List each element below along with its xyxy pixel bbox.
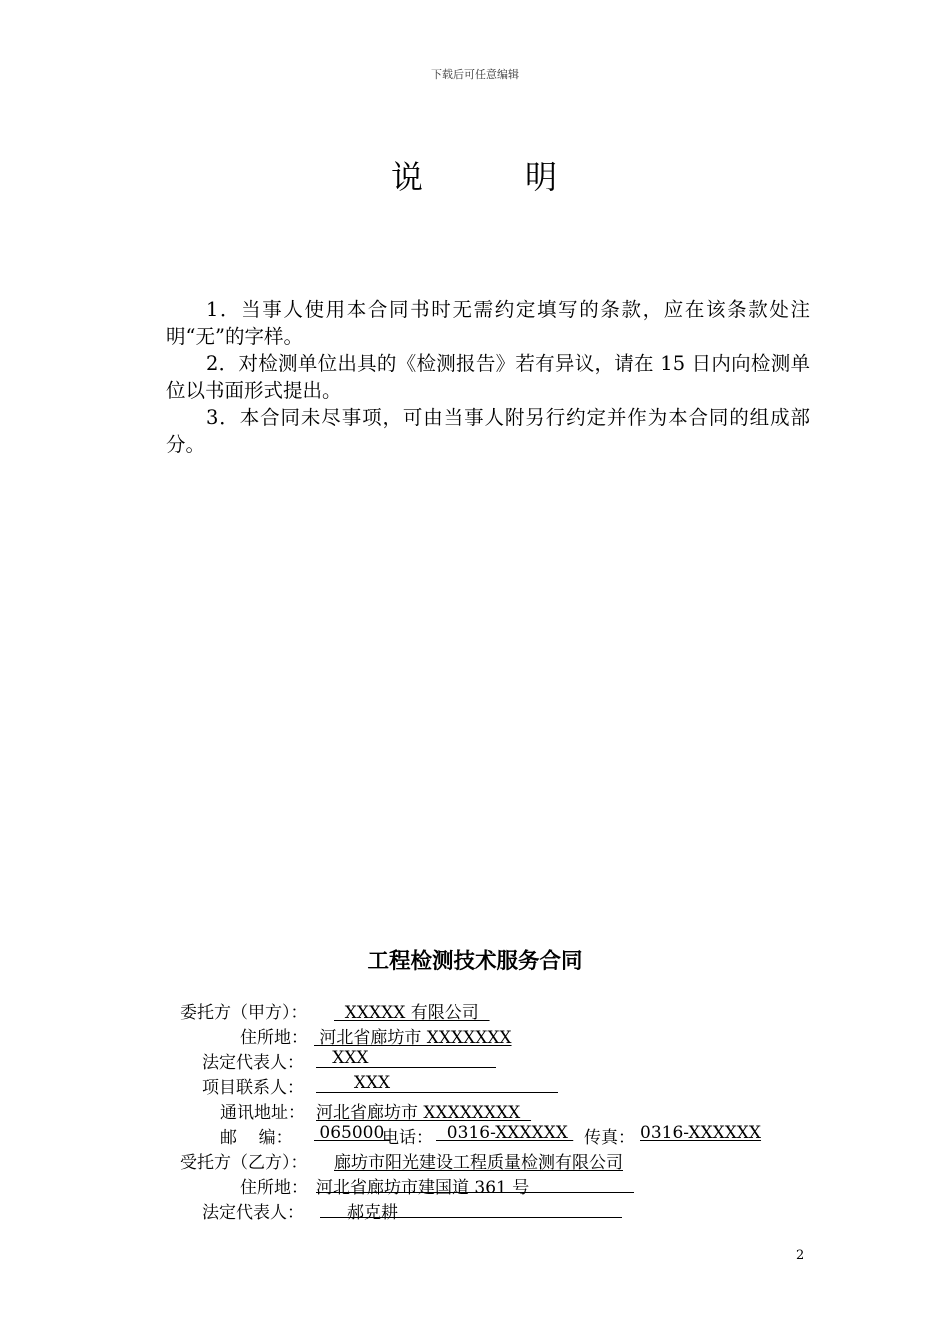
page-title-right: 明 xyxy=(525,158,560,196)
party-b-address-label: 住所地： xyxy=(240,1178,308,1198)
party-a-legal-rep-label: 法定代表人： xyxy=(202,1053,304,1073)
party-a-contact-label: 项目联系人： xyxy=(202,1078,304,1098)
party-b-legal-rep-label: 法定代表人： xyxy=(202,1203,304,1223)
party-a-fax-label: 传真： xyxy=(584,1128,635,1148)
page-title xyxy=(0,152,950,198)
party-a-address-value: 河北省廊坊市 XXXXXXX xyxy=(314,1028,512,1048)
party-a-legal-rep-value: XXX xyxy=(316,1048,369,1068)
party-a-postcode-value: 065000 xyxy=(314,1123,390,1143)
party-a-fax-value: 0316-XXXXXX xyxy=(640,1123,762,1143)
page-title-left: 说 xyxy=(390,158,425,196)
party-a-phone-value: 0316-XXXXXX xyxy=(436,1123,574,1143)
note-item-2: 2．对检测单位出具的《检测报告》若有异议，请在 15 日内向检测单位以书面形式提出。 xyxy=(166,352,810,402)
party-a-address-label: 住所地： xyxy=(240,1028,308,1048)
party-b-address-underline xyxy=(316,1192,634,1193)
party-b-address-value: 河北省廊坊市建国道 361 号 xyxy=(316,1178,530,1198)
party-a-value: XXXXX 有限公司 xyxy=(334,1003,490,1023)
header-note: 下载后可任意编辑 xyxy=(431,68,519,81)
party-a-contact-underline xyxy=(316,1092,558,1093)
party-a-mail-address-value: 河北省廊坊市 XXXXXXXX xyxy=(316,1103,532,1123)
party-b-legal-rep-value: 郝克耕 xyxy=(320,1203,399,1223)
party-a-mail-address-label: 通讯地址： xyxy=(220,1103,305,1123)
party-a-label: 委托方（甲方）： xyxy=(180,1003,308,1023)
party-b-value: 廊坊市阳光建设工程质量检测有限公司 xyxy=(334,1153,623,1173)
page-number: 2 xyxy=(796,1248,805,1263)
note-item-1: 1．当事人使用本合同书时无需约定填写的条款，应在该条款处注明“无”的字样。 xyxy=(166,298,810,348)
party-b-legal-rep-underline xyxy=(320,1217,622,1218)
note-item-3: 3．本合同未尽事项，可由当事人附另行约定并作为本合同的组成部分。 xyxy=(166,406,810,456)
notes-section xyxy=(166,296,810,458)
party-a-postcode-label: 邮 编： xyxy=(220,1128,293,1148)
party-a-phone-label: 电话： xyxy=(382,1128,433,1148)
contract-title: 工程检测技术服务合同 xyxy=(367,949,583,974)
party-b-label: 受托方（乙方）： xyxy=(180,1153,308,1173)
party-a-contact-value: XXX xyxy=(316,1073,391,1093)
party-a-legal-rep-underline xyxy=(316,1067,496,1068)
